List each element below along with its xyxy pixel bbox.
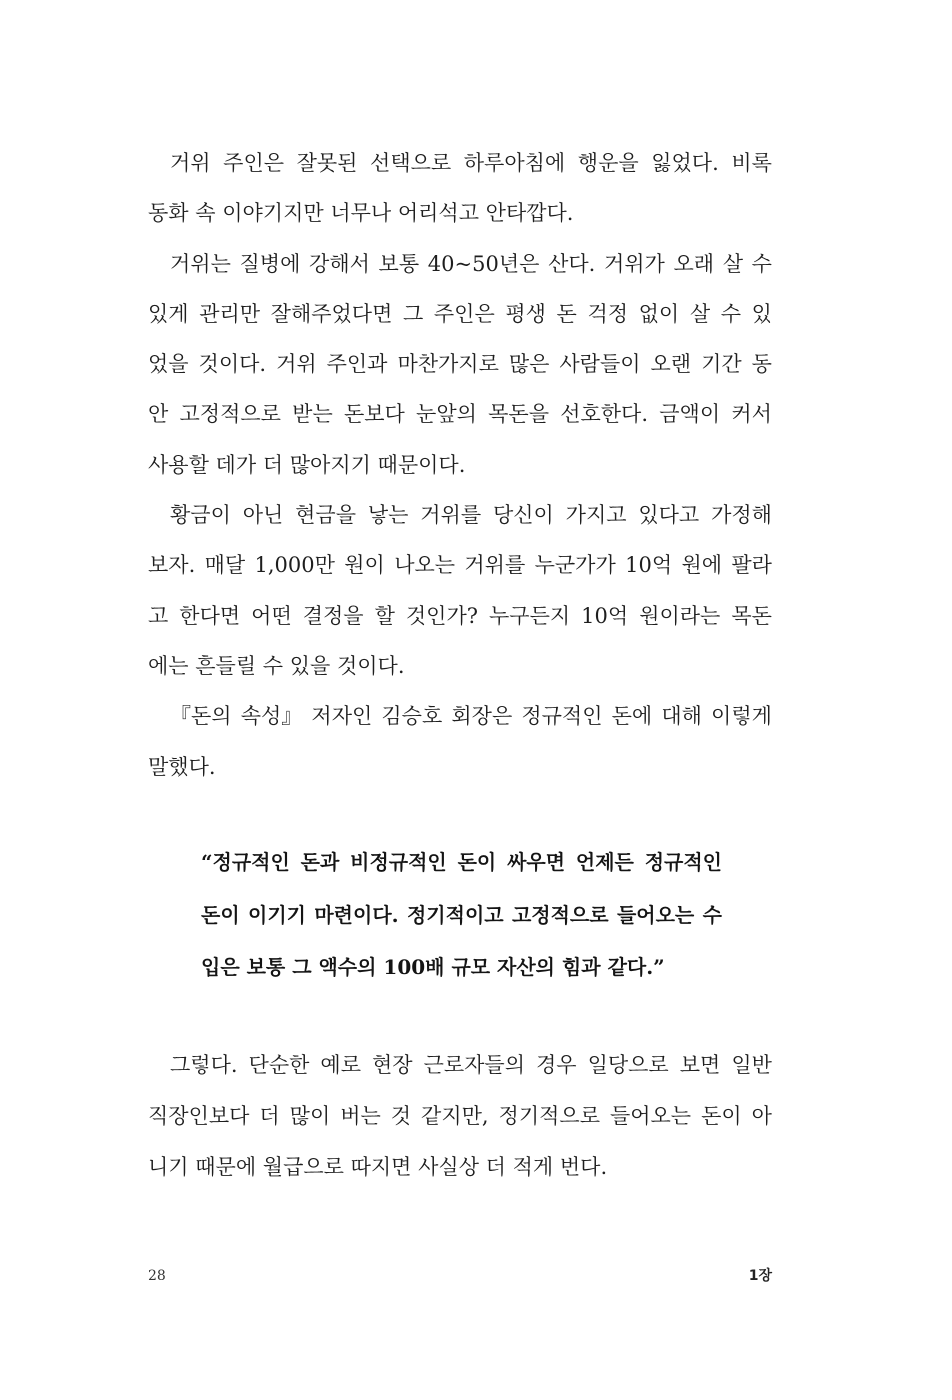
word: 낳는 xyxy=(367,503,409,528)
word: 나오는 xyxy=(394,553,456,578)
word: 있게 xyxy=(148,301,189,326)
word: 강해서 xyxy=(309,251,370,276)
word: 주인은 xyxy=(223,151,285,175)
word: 현장 xyxy=(371,1053,413,1077)
word: 팔라 xyxy=(731,553,772,578)
word: 비록 xyxy=(731,151,772,175)
word: 돈이 xyxy=(201,902,240,927)
word: 잘해주었다면 xyxy=(270,301,393,326)
word: 거위는 xyxy=(170,251,231,276)
word: 마련이다. xyxy=(314,902,399,927)
word: 거위 xyxy=(276,352,317,377)
word: 가정해 xyxy=(711,503,772,528)
word: 많이 xyxy=(289,1104,331,1128)
word: 결정을 xyxy=(302,603,364,628)
word: 그렇다. xyxy=(170,1053,238,1077)
word: 비정규적인 xyxy=(350,850,447,874)
word: 들어오는 xyxy=(616,902,695,927)
word: 목돈을 xyxy=(488,402,549,427)
word: 산다. xyxy=(548,251,596,276)
word: 목돈 xyxy=(731,603,772,628)
word: 직장인보다 xyxy=(148,1104,250,1128)
word: 거위를 xyxy=(464,553,526,578)
word: 거위를 xyxy=(420,503,482,528)
word: 근로자들의 xyxy=(423,1053,525,1077)
word: 보자. xyxy=(148,553,196,578)
word: 들어오는 xyxy=(609,1104,692,1128)
paragraph xyxy=(148,490,772,691)
word: 금액이 xyxy=(659,402,721,427)
word: 고정적으로 xyxy=(511,902,609,927)
word: 대해 xyxy=(661,704,702,729)
word: 오랜 xyxy=(650,352,692,377)
word: 없이 xyxy=(638,301,680,326)
word: 정규적인 xyxy=(521,704,603,729)
word: 받는 xyxy=(292,402,333,427)
word: 보면 xyxy=(679,1053,721,1077)
word: 속성』 xyxy=(240,704,303,729)
word: 것 xyxy=(390,1104,412,1128)
word: 저자인 xyxy=(311,704,373,729)
word: 같지만, xyxy=(421,1104,489,1128)
word: 40~50년은 xyxy=(427,251,540,276)
word: 오래 xyxy=(673,251,715,276)
word: 돈 xyxy=(556,301,577,326)
word: 김승호 xyxy=(381,704,443,729)
body-text xyxy=(148,138,772,792)
word: 고정적으로 xyxy=(179,402,281,427)
word: 단순한 xyxy=(248,1053,310,1077)
text-line xyxy=(148,239,772,289)
word: 더 xyxy=(259,1104,280,1128)
word: 정기적으로 xyxy=(498,1104,600,1128)
text-line xyxy=(148,691,772,741)
word: 버는 xyxy=(340,1104,381,1128)
text-line: 말했다. xyxy=(148,754,216,779)
word: 돈보다 xyxy=(343,402,405,427)
word: 예로 xyxy=(320,1053,361,1077)
word: 언제든 xyxy=(575,850,634,874)
word: 눈앞의 xyxy=(416,402,477,427)
word: 어떤 xyxy=(251,603,292,628)
text-line: 동화 속 이야기지만 너무나 어리석고 안타깝다. xyxy=(148,201,574,226)
word: 싸우면 xyxy=(507,850,566,874)
word: 선호한다. xyxy=(560,402,649,427)
word: 돈이 xyxy=(701,1104,742,1128)
text-line xyxy=(148,1040,772,1091)
text-line xyxy=(148,1091,772,1142)
word: 누구든지 xyxy=(489,603,571,628)
word: 경우 xyxy=(536,1053,577,1077)
word: 이기기 xyxy=(248,902,306,927)
word: 10억 xyxy=(625,553,673,578)
word: 매달 xyxy=(204,553,246,578)
text-line xyxy=(148,389,772,439)
word: 것이다. xyxy=(198,352,267,377)
word: 있다고 xyxy=(638,503,700,528)
word: 보통 xyxy=(378,251,420,276)
paragraph xyxy=(148,138,772,239)
block-quote xyxy=(201,836,722,994)
word: 행운을 xyxy=(577,151,639,175)
word: 선택으로 xyxy=(370,151,452,175)
page-number: 28 xyxy=(148,1268,166,1284)
word: 하루아침에 xyxy=(463,151,566,175)
text-line xyxy=(148,490,772,540)
word: 살 xyxy=(722,251,744,276)
word: 『돈의 xyxy=(170,704,232,729)
word: 었을 xyxy=(148,352,189,377)
word: 이렇게 xyxy=(711,704,772,729)
word: 원에 xyxy=(681,553,723,578)
word: 할 xyxy=(374,603,395,628)
paragraph xyxy=(148,239,772,490)
text-line xyxy=(148,339,772,389)
word: 안 xyxy=(148,402,169,427)
word: 고 xyxy=(148,603,169,628)
word: 가지고 xyxy=(565,503,627,528)
word: 한다면 xyxy=(179,603,241,628)
word: 정기적이고 xyxy=(406,902,504,927)
word: 돈에 xyxy=(611,704,653,729)
word: 현금을 xyxy=(295,503,356,528)
text-line: 사용할 데가 더 많아지기 때문이다. xyxy=(148,452,466,477)
word: 잘못된 xyxy=(296,151,358,175)
word: 황금이 xyxy=(170,503,231,528)
word: 거위 xyxy=(170,151,211,175)
text-line xyxy=(148,289,772,339)
word: 수 xyxy=(702,902,722,927)
word: 원이 xyxy=(344,553,385,578)
word: 평생 xyxy=(505,301,546,326)
word: 아닌 xyxy=(242,503,284,528)
text-line xyxy=(148,540,772,590)
quote-line xyxy=(201,836,722,889)
word: 것인가? xyxy=(405,603,479,628)
word: 돈이 xyxy=(457,850,497,874)
word: 질병에 xyxy=(239,251,301,276)
word: 수 xyxy=(751,251,772,276)
word: 거위가 xyxy=(603,251,665,276)
word: 기간 xyxy=(701,352,742,377)
word: 관리만 xyxy=(199,301,261,326)
word: 주인은 xyxy=(433,301,495,326)
word: 살 xyxy=(689,301,711,326)
word: 많은 xyxy=(508,352,550,377)
text-line xyxy=(148,591,772,641)
word: 주인과 xyxy=(326,352,388,377)
word: 커서 xyxy=(731,402,772,427)
text-line: 니기 때문에 월급으로 따지면 사실상 더 적게 번다. xyxy=(148,1155,608,1179)
word: 당신이 xyxy=(492,503,554,528)
word: 일당으로 xyxy=(587,1053,669,1077)
word: 1,000만 xyxy=(254,553,335,578)
word: 누군가가 xyxy=(534,553,616,578)
chapter-label: 1장 xyxy=(748,1268,772,1284)
quote-line xyxy=(201,889,722,942)
word: 마찬가지로 xyxy=(397,352,499,377)
paragraph xyxy=(148,691,772,792)
word: 그 xyxy=(402,301,424,326)
word: 회장은 xyxy=(451,704,513,729)
quote-line: 입은 보통 그 액수의 100배 규모 자산의 힘과 같다.” xyxy=(201,955,665,979)
word: 돈과 xyxy=(300,850,340,874)
text-line: 에는 흔들릴 수 있을 것이다. xyxy=(148,653,405,678)
word: 동 xyxy=(751,352,772,377)
word: 일반 xyxy=(731,1053,772,1077)
word: “정규적인 xyxy=(201,850,290,874)
word: 원이라는 xyxy=(639,603,721,628)
word: 걱정 xyxy=(587,301,629,326)
word: 사람들이 xyxy=(559,352,641,377)
text-line xyxy=(148,138,772,188)
word: 있 xyxy=(751,301,772,326)
word: 아 xyxy=(751,1104,772,1128)
word: 정규적인 xyxy=(644,850,722,874)
closing-paragraph xyxy=(148,1040,772,1193)
word: 10억 xyxy=(581,603,629,628)
word: 수 xyxy=(720,301,742,326)
word: 잃었다. xyxy=(651,151,719,175)
